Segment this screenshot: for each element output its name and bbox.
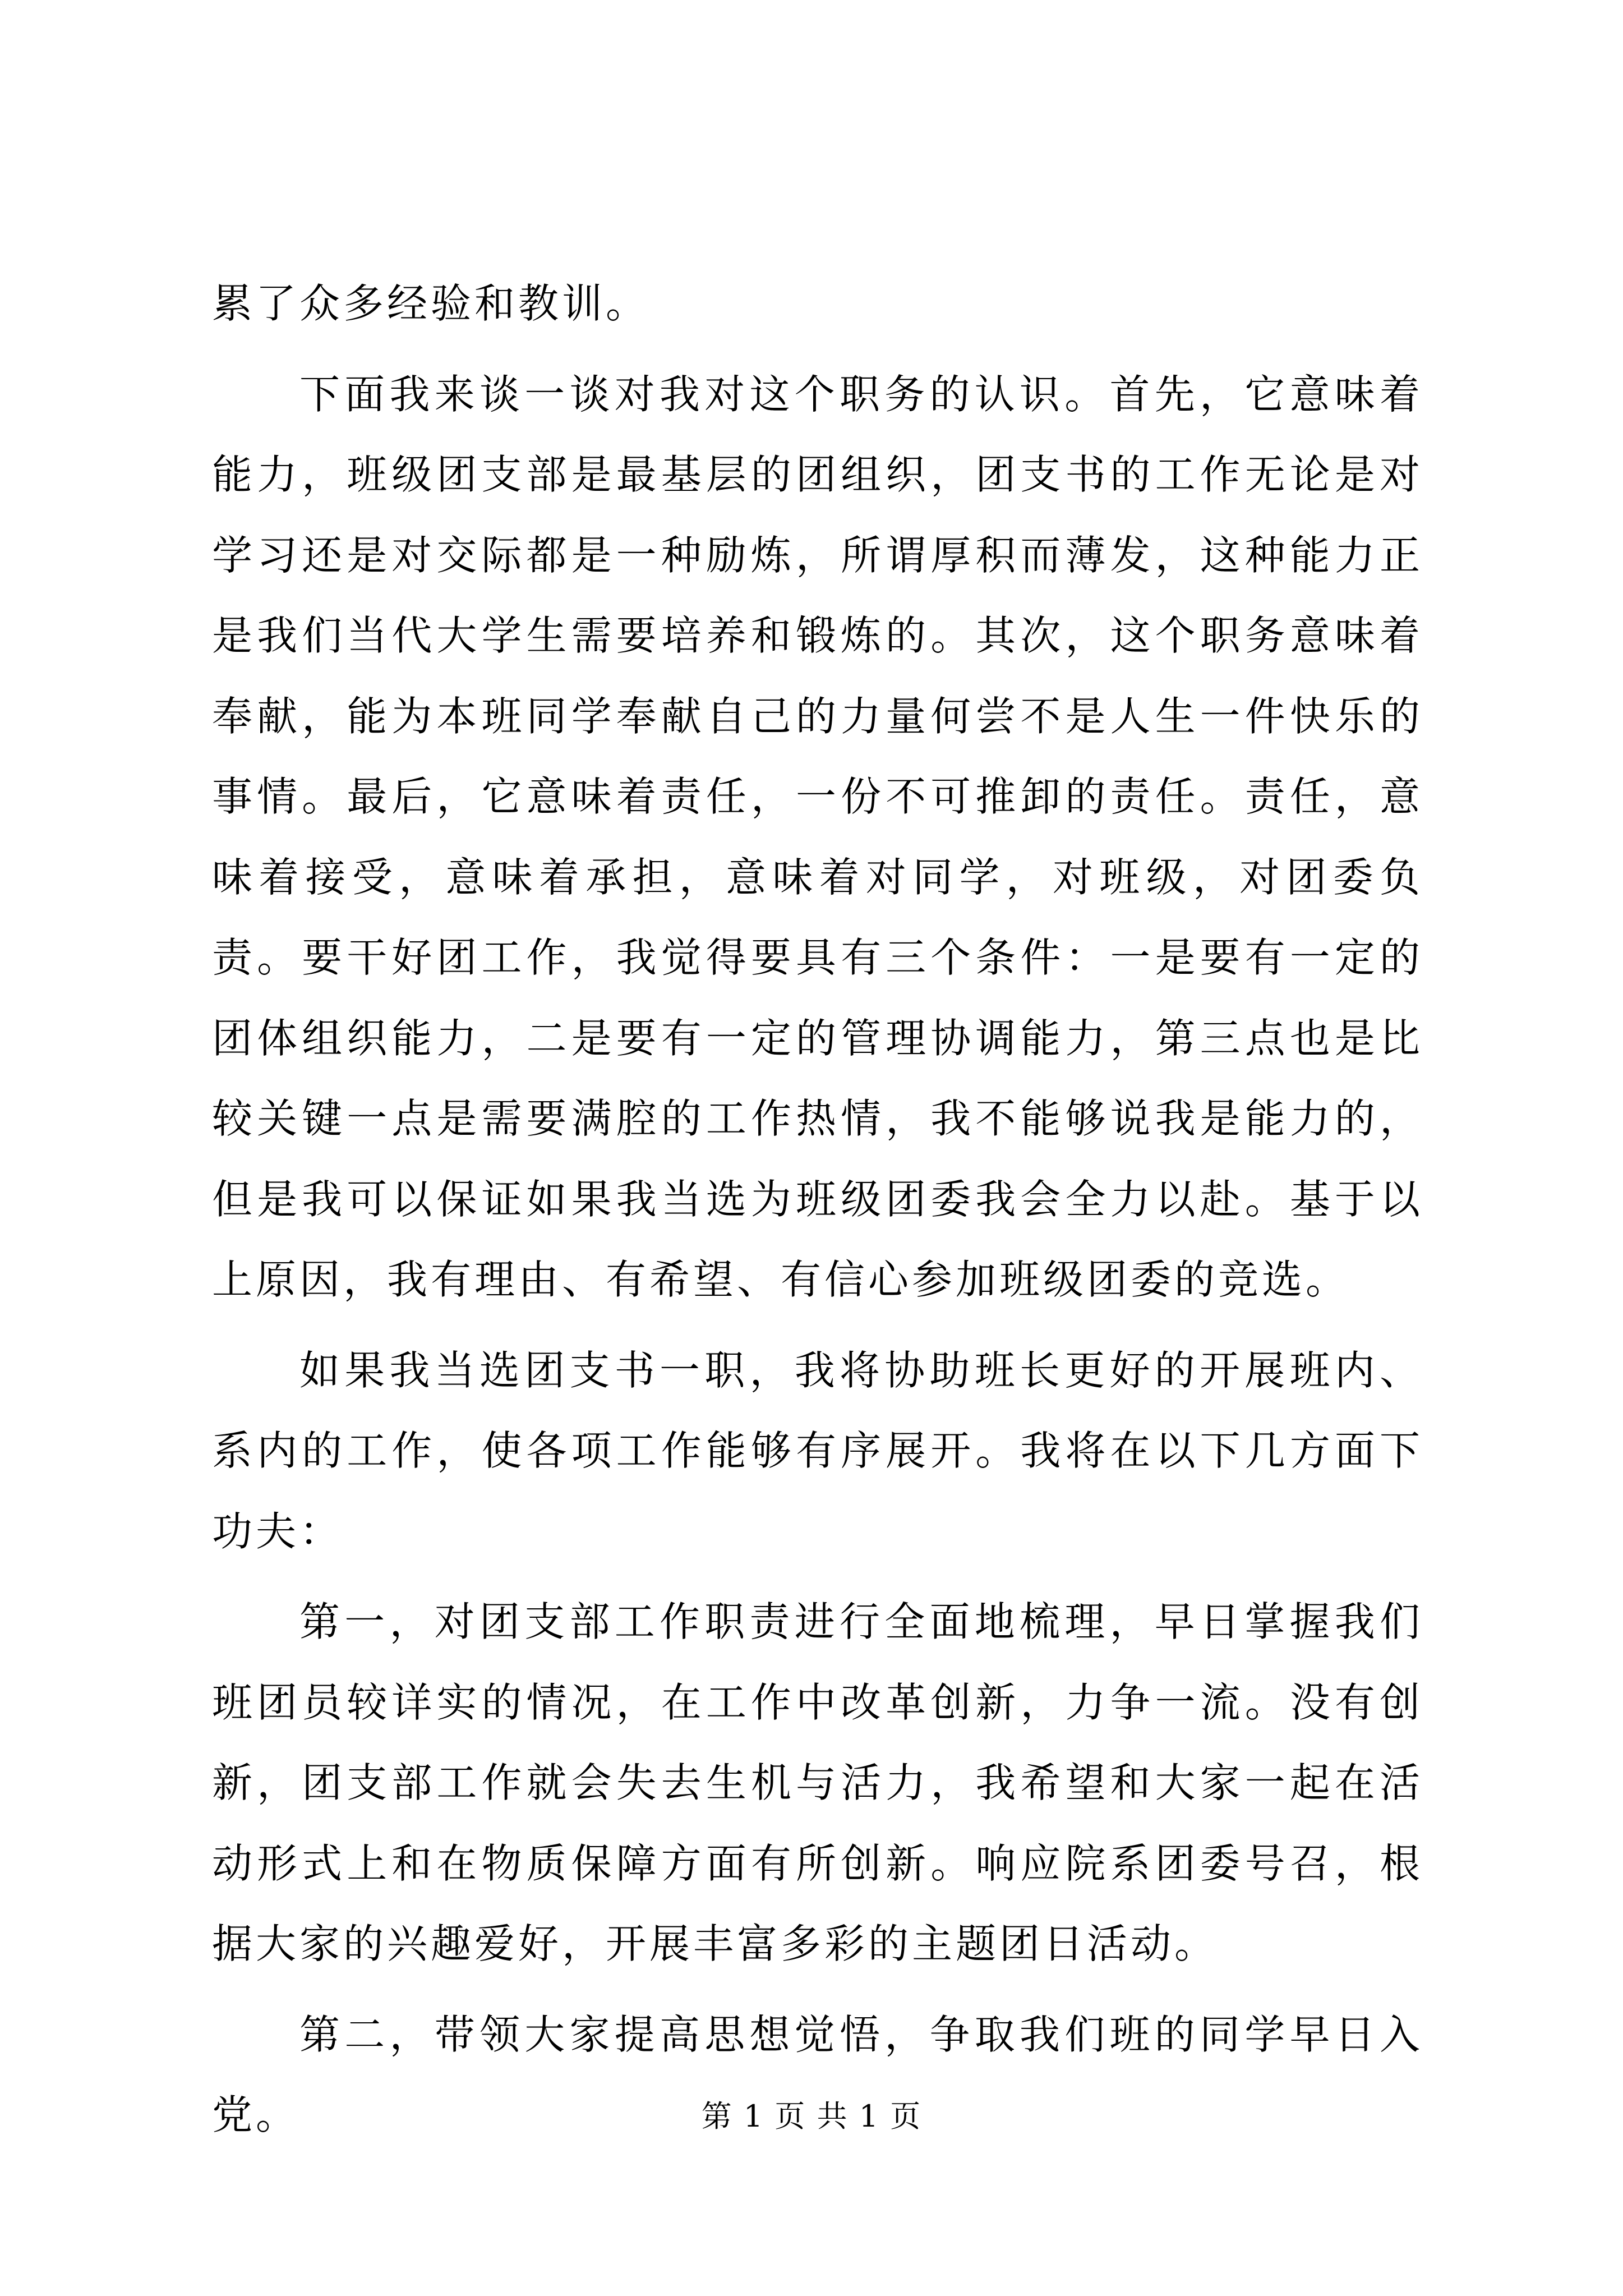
paragraph-point-one: 第一，对团支部工作职责进行全面地梳理，早日掌握我们班团员较详实的情况，在工作中改革创新，力争一流。没有创新，团支部工作就会失去生机与活力，我希望和大家一起在活动形式上和在物质保障方面有所创新。响应院系团委号召，根据大家的兴趣爱好，开展丰富多彩的主题团日活动。: [212, 1598, 1423, 1967]
page-footer: 第 1 页 共 1 页: [701, 2099, 922, 2134]
paragraph-continuation: 累了众多经验和教训。: [212, 280, 650, 327]
document-body: [212, 264, 1423, 2156]
paragraph-plan-intro: 如果我当选团支书一职，我将协助班长更好的开展班内、系内的工作，使各项工作能够有序展开。我将在以下几方面下功夫：: [212, 1346, 1423, 1555]
paragraph-point-two: 第二，带领大家提高思想觉悟，争取我们班的同学早日入党。: [212, 2010, 1423, 2138]
paragraph-role-understanding: 下面我来谈一谈对我对这个职务的认识。首先，它意味着能力，班级团支部是最基层的团组织，团支书的工作无论是对学习还是对交际都是一种励炼，所谓厚积而薄发，这种能力正是我们当代大学生需要培养和锻炼的。其次，这个职务意味着奉献，能为本班同学奉献自己的力量何尝不是人生一件快乐的事情。最后，它意味着责任，一份不可推卸的责任。责任，意味着接受，意味着承担，意味着对同学，对班级，对团委负责。要干好团工作，我觉得要具有三个条件：一是要有一定的团体组织能力，二是要有一定的管理协调能力，第三点也是比较关键一点是需要满腔的工作热情，我不能够说我是能力的，但是我可以保证如果我当选为班级团委我会全力以赴。基于以上原因，我有理由、有希望、有信心参加班级团委的竞选。: [212, 370, 1423, 1303]
